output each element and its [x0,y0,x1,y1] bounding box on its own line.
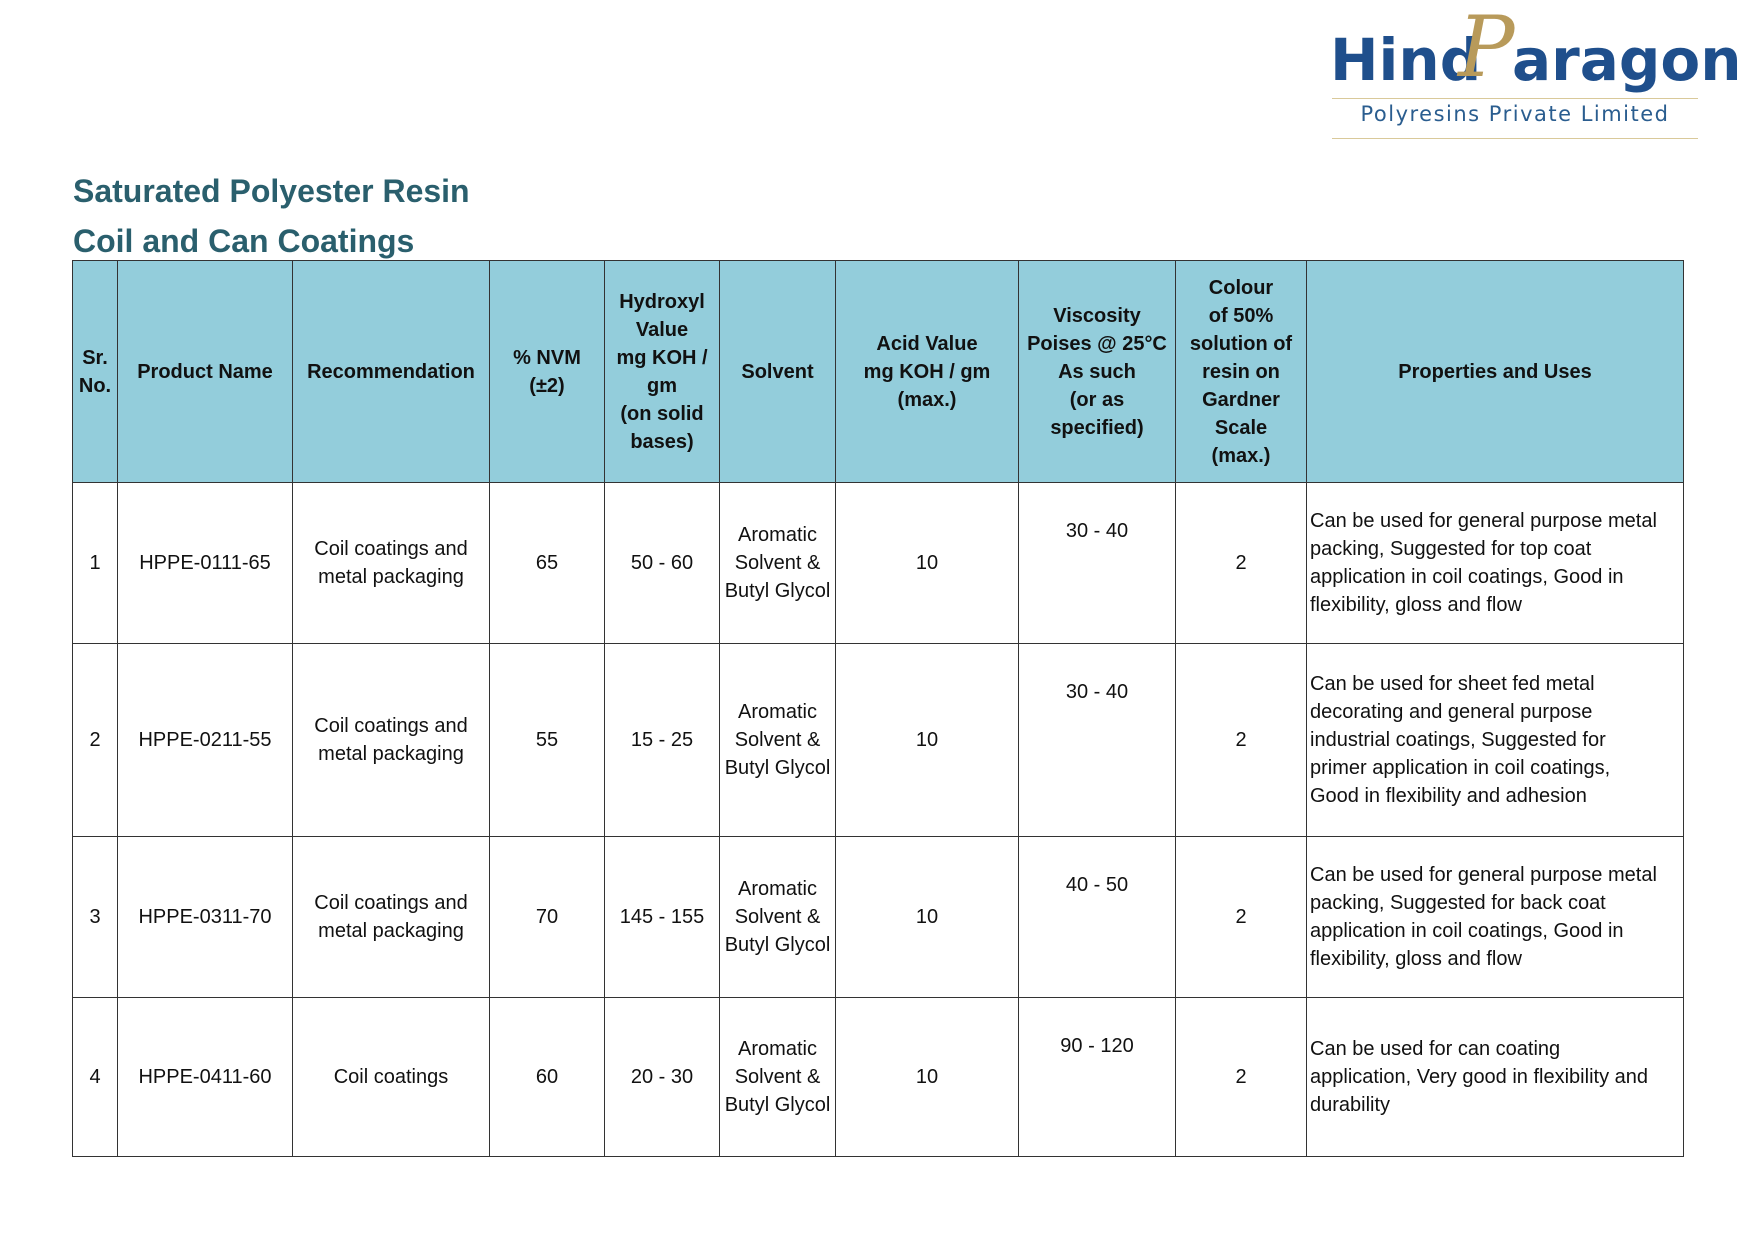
cell-text-line: resin on [1202,360,1280,383]
cell-text-line: durability [1310,1094,1391,1116]
cell-text-line: As such [1058,360,1136,383]
cell-text-line: Can be used for general purpose metal [1310,864,1657,886]
cell-text-line: Recommendation [307,360,475,383]
cell-text-line: Butyl Glycol [724,580,831,602]
product-name-cell: HPPE-0411-60 [118,998,293,1157]
col-properties-uses-header [1307,261,1684,483]
logo-letter-p: P [1458,0,1515,96]
recommendation-cell [293,998,490,1157]
logo-tagline: Polyresins Private Limited [1360,102,1670,126]
hydroxyl-value-cell: 50 - 60 [605,483,720,644]
properties-uses-cell [1307,644,1684,837]
sr-no-cell: 4 [73,998,118,1157]
page-subtitle: Coil and Can Coatings [73,223,415,259]
colour-cell: 2 [1176,483,1307,644]
logo-wordmark [1330,0,1742,100]
recommendation-cell [293,483,490,644]
cell-text-line: Solvent & [734,729,821,751]
resin-spec-table [72,260,1684,1157]
cell-text-line: Coil coatings and [314,538,468,560]
viscosity-cell: 40 - 50 [1019,837,1176,998]
cell-text-line: Gardner [1202,388,1280,411]
hydroxyl-value-cell: 15 - 25 [605,644,720,837]
cell-text-line: (±2) [529,374,565,397]
product-name-cell: HPPE-0111-65 [118,483,293,644]
cell-text-line: bases) [630,430,694,453]
col-product-name-header [118,261,293,483]
cell-text-line: packing, Suggested for top coat [1310,538,1592,560]
cell-text-line: Can be used for sheet fed metal [1310,673,1595,695]
cell-text-line: (max.) [1211,444,1271,467]
cell-text-line: metal packaging [318,743,464,765]
viscosity-cell: 30 - 40 [1019,644,1176,837]
cell-text-line: metal packaging [318,566,464,588]
col-nvm-header [490,261,605,483]
cell-text-line: Coil coatings and [314,715,468,737]
sr-no-cell: 2 [73,644,118,837]
hydroxyl-value-cell: 20 - 30 [605,998,720,1157]
cell-text-line: application, Very good in flexibility and [1310,1066,1648,1088]
cell-text-line: Butyl Glycol [724,757,831,779]
properties-uses-cell [1307,998,1684,1157]
table-body [73,483,1684,1157]
cell-text-line: (on solid [620,402,704,425]
cell-text-line: Aromatic [738,524,817,546]
cell-text-line: Solvent [741,360,814,383]
viscosity-cell: 90 - 120 [1019,998,1176,1157]
cell-text-line: metal packaging [318,920,464,942]
nvm-cell: 70 [490,837,605,998]
logo-word-aragon: aragon [1512,26,1742,94]
logo-rule-bottom [1332,138,1698,139]
recommendation-cell [293,837,490,998]
cell-text-line: primer application in coil coatings, [1310,757,1611,779]
recommendation-cell [293,644,490,837]
table-row [73,644,1684,837]
solvent-cell [720,644,836,837]
table-row [73,837,1684,998]
cell-text-line: Viscosity [1053,304,1141,327]
cell-text-line: application in coil coatings, Good in [1310,566,1624,588]
cell-text-line: application in coil coatings, Good in [1310,920,1624,942]
sr-no-cell: 3 [73,837,118,998]
document-titles [73,166,470,266]
cell-text-line: Colour [1208,276,1274,299]
cell-text-line: packing, Suggested for back coat [1310,892,1606,914]
acid-value-cell: 10 [836,998,1019,1157]
cell-text-line: mg KOH / gm [863,360,991,383]
cell-text-line: flexibility, gloss and flow [1310,594,1522,616]
solvent-cell [720,837,836,998]
cell-text-line: Can be used for can coating [1310,1038,1561,1060]
cell-text-line: industrial coatings, Suggested for [1310,729,1606,751]
nvm-cell: 65 [490,483,605,644]
table-row [73,483,1684,644]
cell-text-line: Acid Value [876,332,978,355]
company-logo [1330,0,1742,150]
cell-text-line: solution of [1189,332,1293,355]
properties-uses-cell [1307,837,1684,998]
cell-text-line: Properties and Uses [1398,360,1592,383]
hydroxyl-value-cell: 145 - 155 [605,837,720,998]
cell-text-line: Coil coatings [333,1066,449,1088]
table-header [73,261,1684,483]
cell-text-line: (or as specified) [1050,388,1144,439]
cell-text-line: Solvent & [734,1066,821,1088]
viscosity-cell: 30 - 40 [1019,483,1176,644]
page-title: Saturated Polyester Resin [73,173,470,209]
cell-text-line: Solvent & [734,906,821,928]
col-colour-header [1176,261,1307,483]
table-row [73,998,1684,1157]
product-name-cell: HPPE-0311-70 [118,837,293,998]
cell-text-line: Scale [1214,416,1268,439]
acid-value-cell: 10 [836,483,1019,644]
cell-text-line: % NVM [513,346,581,369]
logo-rule-top [1332,98,1698,99]
cell-text-line: Value [635,318,689,341]
logo-word-hind: Hind [1330,26,1482,94]
colour-cell: 2 [1176,998,1307,1157]
nvm-cell: 60 [490,998,605,1157]
product-name-cell: HPPE-0211-55 [118,644,293,837]
col-acid-value-header [836,261,1019,483]
col-viscosity-header [1019,261,1176,483]
cell-text-line: decorating and general purpose [1310,701,1593,723]
solvent-cell [720,998,836,1157]
cell-text-line: Can be used for general purpose metal [1310,510,1657,532]
cell-text-line: of 50% [1208,304,1274,327]
cell-text-line: Solvent & [734,552,821,574]
sr-no-cell: 1 [73,483,118,644]
col-recommendation-header [293,261,490,483]
cell-text-line: gm [647,374,677,397]
cell-text-line: Aromatic [738,1038,817,1060]
cell-text-line: Aromatic [738,701,817,723]
cell-text-line: Aromatic [738,878,817,900]
col-hydroxyl-value-header [605,261,720,483]
cell-text-line: No. [78,374,112,397]
colour-cell: 2 [1176,837,1307,998]
cell-text-line: Good in flexibility and adhesion [1310,785,1587,807]
cell-text-line: flexibility, gloss and flow [1310,948,1522,970]
col-solvent-header [720,261,836,483]
acid-value-cell: 10 [836,644,1019,837]
nvm-cell: 55 [490,644,605,837]
cell-text-line: (max.) [897,388,957,411]
cell-text-line: Sr. [82,346,108,369]
solvent-cell [720,483,836,644]
header-row [73,261,1684,483]
cell-text-line: Hydroxyl [619,290,705,313]
properties-uses-cell [1307,483,1684,644]
cell-text-line: Coil coatings and [314,892,468,914]
col-sr-no-header [73,261,118,483]
colour-cell: 2 [1176,644,1307,837]
cell-text-line: mg KOH / [616,346,708,369]
cell-text-line: Butyl Glycol [724,1094,831,1116]
cell-text-line: Product Name [137,360,273,383]
acid-value-cell: 10 [836,837,1019,998]
cell-text-line: Poises @ 25°C [1027,332,1167,355]
cell-text-line: Butyl Glycol [724,934,831,956]
